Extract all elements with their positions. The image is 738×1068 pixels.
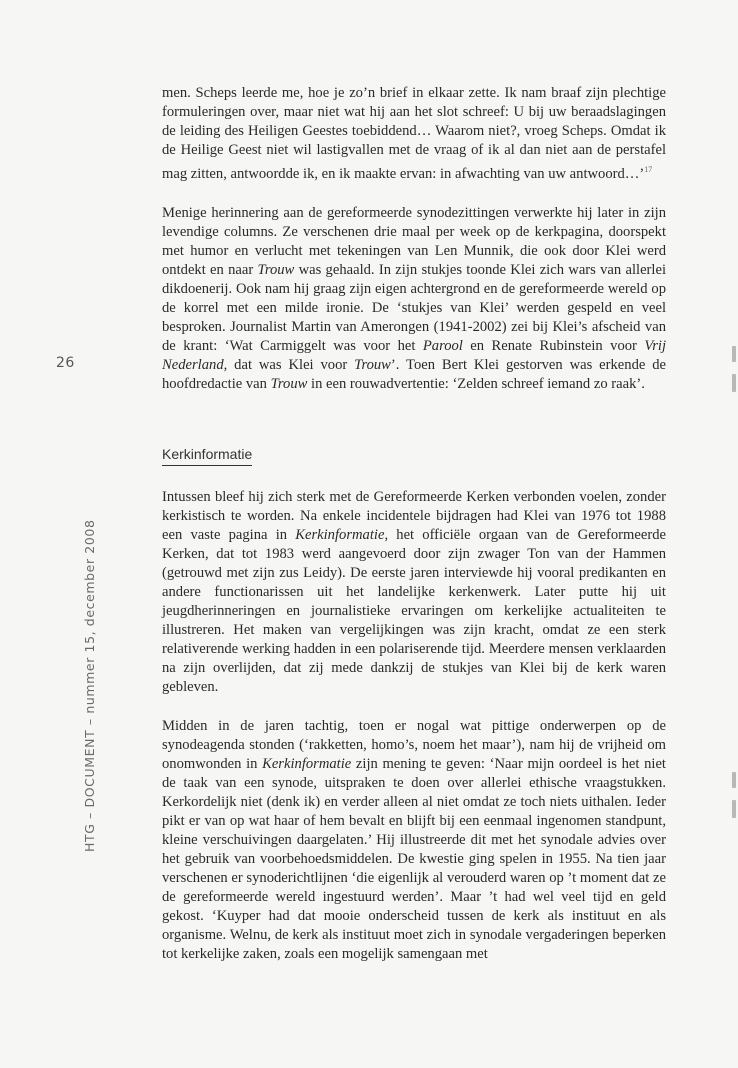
paragraph-text: Menige herinnering aan de gereformeerde synodezittingen verwerkte hij later in zijn levendige columns. Ze verschenen drie maal per week op de kerkpagina, doorspekt met humor en verlucht met tekeningen van Len Munnik, die ook door Klei werd ontdekt en naar — [162, 204, 666, 278]
italic-title: Parool — [422, 337, 463, 354]
paragraph-text: en Renate Rubinstein voor — [462, 337, 645, 354]
paragraph-text: was gehaald. In zijn stukjes toonde Klei zich wars van allerlei dikdoenerij. Ook nam hij graag zijn eigen achtergrond en de gereformeerde wereld op de korrel met een milde ironie. De ‘stukjes van Klei’ werden gespeld en veel besproken. Journalist Martin van Amerongen (1941-2002) zei bij Klei’s afscheid van de krant: ‘Wat Carmiggelt was voor het — [162, 261, 666, 354]
italic-title: Kerkinformatie — [262, 755, 352, 772]
footnote-reference: 17 — [644, 165, 653, 174]
italic-title: Vrij Nederland — [162, 337, 666, 373]
margin-mark — [732, 800, 736, 818]
paragraph-text: , het officiële orgaan van de Gereformeerde Kerken, dat tot 1983 werd aangevoerd door zijn zwager Ton van der Hammen (getrouwd met zijn zus Leidy). De eerste jaren interviewde hij vooral predikanten en andere functionarissen uit het landelijke kerkenwerk. Later putte hij uit jeugdherinneringen en journalistieke ervaringen om kerkelijke actualiteiten te illustreren. Het maken van vergelijkingen was zijn kracht, omdat ze een sterk relativerende werking hadden in een polariserende tijd. Meerdere mensen verklaarden na zijn overlijden, dat zij mede dankzij de stukjes van Klei bij de kerk waren gebleven. — [162, 526, 666, 695]
margin-mark — [732, 346, 736, 362]
page-number: 26 — [56, 355, 75, 371]
text-column — [162, 84, 666, 984]
italic-title: Trouw — [257, 261, 295, 278]
paragraph-text: zijn mening te geven: ‘Naar mijn oordeel is het niet de taak van een synode, uitspraken te doen over allerlei ethische vraagstukken. Kerkordelijk niet (denk ik) en verder alleen al niet omdat ze toch niets uithalen. Ieder pikt er van op wat haar of hem bevalt en blijft bij een eenmaal ingenomen standpunt, kleine verschuivingen daargelaten.’ Hij illustreerde dit met het synodale advies over het gebruik van voorbehoedsmiddelen. De kwestie ging spelen in 1955. Na tien jaar verschenen er synoderichtlijnen ‘die eigenlijk al verouderd waren op ’t moment dat ze de gereformeerde wereld ingestuurd werden’. Maar ’t had wel veel tijd en geld gekost. ‘Kuyper had dat mooie onderscheid tussen de kerk als instituut en als organisme. Welnu, de kerk als instituut moet zich in synodale vergaderingen beperken tot kerkelijke zaken, zoals een mogelijk samengaan met — [162, 755, 666, 962]
italic-title: Kerkinformatie — [295, 526, 385, 543]
paragraph-text: , dat was Klei voor — [223, 356, 355, 373]
paragraph-text: men. Scheps leerde me, hoe je zo’n brief in elkaar zette. Ik nam braaf zijn plechtige formuleringen over, maar niet wat hij aan het slot schreef: U bij uw beraadslagingen de leiding des Heiligen Geestes toebiddend… Waarom niet?, vroeg Scheps. Omdat ik de Heilige Geest niet wil lastigvallen met de vraag of ik al dan niet aan de perstafel mag zitten, antwoordde ik, en ik maakte ervan: in afwachting van uw antwoord…’ — [162, 85, 666, 182]
section-heading: Kerkinformatie — [162, 446, 252, 466]
margin-mark — [732, 772, 736, 788]
margin-mark — [732, 374, 736, 392]
paragraph-text: in een rouwadvertentie: ‘Zelden schreef iemand zo raak’. — [307, 375, 645, 392]
paragraph — [162, 488, 666, 697]
italic-title: Trouw — [270, 375, 308, 392]
paragraph — [162, 717, 666, 964]
paragraph-text: ’. Toen Bert Klei gestorven was erkende de hoofdredactie van — [162, 356, 667, 392]
paragraph — [162, 204, 666, 394]
italic-title: Trouw — [354, 356, 391, 373]
running-head: HTG – DOCUMENT – nummer 15, december 2008 — [82, 519, 97, 852]
paragraph-text: Midden in de jaren tachtig, toen er nogal wat pittige onderwerpen op de synodeagenda stonden (‘rakketten, homo’s, noem het maar’), nam hij de vrijheid om onomwonden in — [162, 717, 666, 772]
paragraph-text: Intussen bleef hij zich sterk met de Gereformeerde Kerken verbonden voelen, zonder kerkistisch te worden. Na enkele incidentele bijdragen had Klei van 1976 tot 1988 een vaste pagina in — [162, 488, 666, 543]
paragraph — [162, 84, 666, 184]
